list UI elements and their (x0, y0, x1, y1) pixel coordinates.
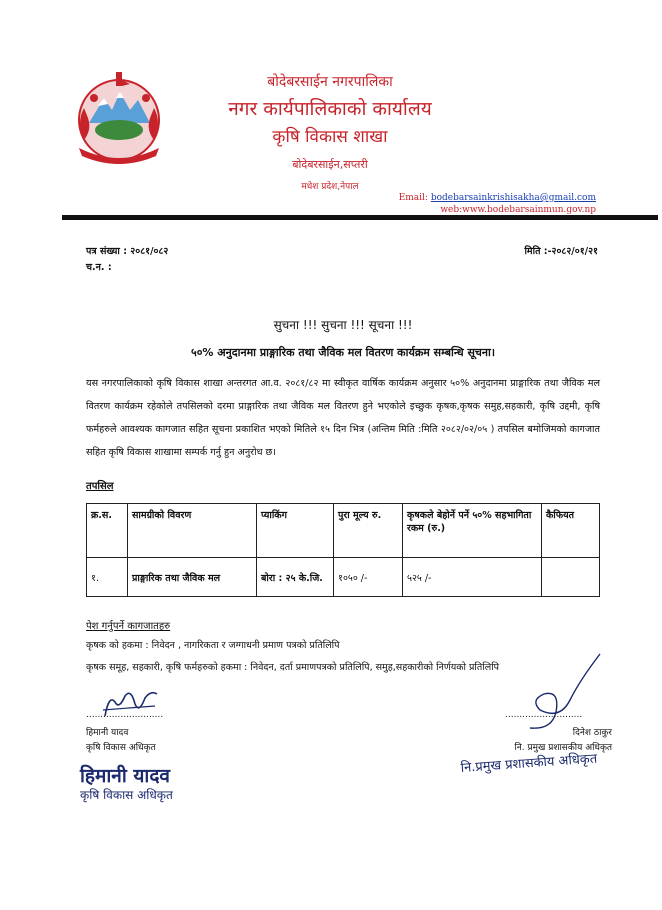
header-cell: कैफियत (542, 504, 600, 558)
table-cell: प्राङ्गारिक तथा जैविक मल (128, 558, 257, 597)
table-header-row (87, 504, 600, 558)
left-signatory-title: कृषि विकास अधिकृत (86, 743, 156, 753)
documents-groups: कृषक समूह, सहकारी, कृषि फर्महरुको हकमा : निवेदन, दर्ता प्रमाणपत्रको प्रतिलिपि, समुह,सहकारीको निर्णयको प्रतिलिपि (86, 662, 500, 673)
documents-title: पेश गर्नुपर्ने कागजातहरु (86, 621, 171, 632)
email-line (380, 192, 596, 204)
table-cell: १०५० /- (334, 558, 403, 597)
letter-number: पत्र संख्या : २०८१/०८२ (86, 246, 169, 257)
header-cell: सामग्रीको विवरण (128, 504, 257, 558)
table-row (87, 558, 600, 597)
contact-block (380, 192, 596, 216)
right-dots: ........................... (505, 710, 583, 720)
place-name: बोदेबरसाईन,सप्तरी (292, 158, 368, 171)
letter-date: मिति :-२०८२/०१/२१ (524, 246, 598, 257)
right-stamp: नि.प्रमुख प्रशासकीय अधिकृत (460, 751, 598, 776)
email-link[interactable]: bodebarsainkrishisakha@gmail.com (430, 193, 596, 203)
left-stamp-name: हिमानी यादव (80, 765, 170, 787)
left-signatory-name: हिमानी यादव (86, 728, 129, 738)
header-cell: प्याकिंग (257, 504, 334, 558)
notice-heading: सुचना !!! सुचना !!! सूचना !!! (273, 318, 413, 332)
email-label: Email: (398, 193, 428, 203)
right-signatory-name: दिनेश ठाकुर (572, 728, 612, 738)
table-cell (542, 558, 600, 597)
left-dots: ........................... (86, 710, 164, 720)
header-cell: क्र.स. (87, 504, 128, 558)
table-cell: ५२५ /- (403, 558, 542, 597)
dispatch-number: च.न. : (86, 262, 112, 273)
notice-body: यस नगरपालिकाको कृषि विकास शाखा अन्तरगत आ.व. २०८१/८२ मा स्वीकृत वार्षिक कार्यक्रम अनुसार ५०% अनुदानमा प्राङ्गारिक तथा जैविक मल वितरण कार्यक्रम रहेकोले तपसिलको दरमा प्राङ्गारिक तथा जैविक मल वितरण हुने भएकोले इच्छुक कृषक,कृषक समुह,सहकारी, कृषि उद्दमी, कृषि फर्महरुले आवश्यक कागजात सहित सूचना प्रकाशित भएको मितिले १५ दिन भित्र (अन्तिम मिति :मिति २०८२/०२/०५ ) तपसिल बमोजिमको कागजात सहित कृषि विकास शाखामा सम्पर्क गर्नु हुन अनुरोध छ। (86, 378, 600, 458)
section-name: कृषि विकास शाखा (272, 127, 388, 147)
table-cell: १. (87, 558, 128, 597)
web-link[interactable]: web:www.bodebarsainmun.gov.np (440, 205, 596, 215)
notice-subject: ५०% अनुदानमा प्राङ्गारिक तथा जैविक मल वितरण कार्यक्रम सम्बन्धि सूचना। (190, 346, 496, 359)
items-table (86, 503, 600, 597)
documents-farmer: कृषक को हकमा : निवेदन , नागरिकता र जग्गाधनी प्रमाण पत्रको प्रतिलिपि (86, 640, 340, 651)
nepal-emblem-logo (64, 68, 174, 168)
table-title: तपसिल (86, 481, 114, 492)
municipality-name: बोदेबरसाईन नगरपालिका (267, 74, 393, 90)
province-name: मधेश प्रदेश,नेपाल (301, 182, 359, 192)
left-stamp-title: कृषि विकास अधिकृत (80, 788, 173, 802)
header-cell: पुरा मूल्य रु. (334, 504, 403, 558)
header-divider (62, 215, 658, 220)
right-signatory-title: नि. प्रमुख प्रशासकीय अधिकृत (514, 743, 612, 753)
header-cell: कृषकले बेहोर्ने पर्ने ५०% सहभागिता रकम (रु.) (403, 504, 542, 558)
office-name: नगर कार्यपालिकाको कार्यालय (228, 98, 432, 120)
table-cell: बोरा : २५ के.जि. (257, 558, 334, 597)
